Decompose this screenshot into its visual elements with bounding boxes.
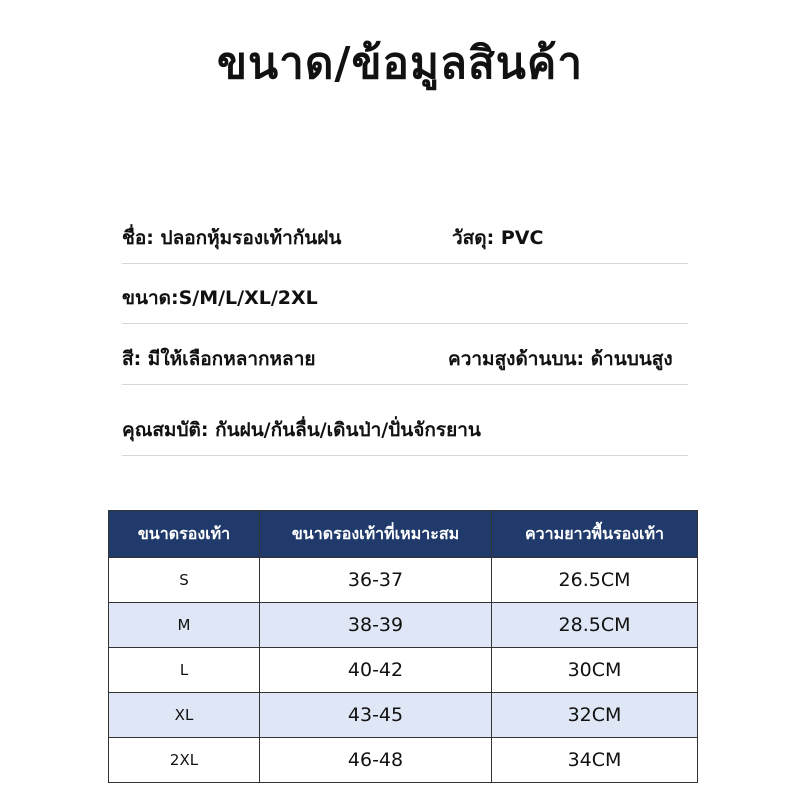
length-cell: 26.5CM bbox=[492, 558, 698, 603]
fit-cell: 46-48 bbox=[260, 738, 492, 783]
spec-features: คุณสมบัติ: กันฝน/กันลื่น/เดินป่า/ปั่นจักรยาน bbox=[122, 419, 481, 441]
table-row bbox=[109, 648, 698, 693]
spec-row-size bbox=[122, 273, 688, 324]
fit-cell: 36-37 bbox=[260, 558, 492, 603]
spec-size: ขนาด:S/M/L/XL/2XL bbox=[122, 287, 318, 309]
header-sole-length: ความยาวพื้นรองเท้า bbox=[492, 511, 698, 558]
spec-material: วัสดุ: PVC bbox=[452, 227, 544, 249]
spec-row-name bbox=[122, 213, 688, 264]
table-row bbox=[109, 693, 698, 738]
fit-cell: 40-42 bbox=[260, 648, 492, 693]
size-cell: L bbox=[109, 648, 260, 693]
header-fit-size: ขนาดรองเท้าที่เหมาะสม bbox=[260, 511, 492, 558]
table-row bbox=[109, 603, 698, 648]
spec-row-color bbox=[122, 334, 688, 385]
fit-cell: 38-39 bbox=[260, 603, 492, 648]
table-row bbox=[109, 738, 698, 783]
spec-name: ชื่อ: ปลอกหุ้มรองเท้ากันฝน bbox=[122, 227, 342, 249]
size-cell: M bbox=[109, 603, 260, 648]
page-title: ขนาด/ข้อมูลสินค้า bbox=[216, 38, 584, 89]
header-shoe-size: ขนาดรองเท้า bbox=[109, 511, 260, 558]
length-cell: 28.5CM bbox=[492, 603, 698, 648]
length-cell: 30CM bbox=[492, 648, 698, 693]
table-row bbox=[109, 558, 698, 603]
fit-cell: 43-45 bbox=[260, 693, 492, 738]
length-cell: 34CM bbox=[492, 738, 698, 783]
spec-row-features bbox=[122, 405, 688, 456]
length-cell: 32CM bbox=[492, 693, 698, 738]
size-cell: XL bbox=[109, 693, 260, 738]
spec-height: ความสูงด้านบน: ด้านบนสูง bbox=[448, 348, 673, 370]
size-table-header bbox=[109, 511, 698, 558]
spec-color: สี: มีให้เลือกหลากหลาย bbox=[122, 348, 316, 370]
size-cell: S bbox=[109, 558, 260, 603]
size-cell: 2XL bbox=[109, 738, 260, 783]
size-table bbox=[108, 510, 698, 783]
